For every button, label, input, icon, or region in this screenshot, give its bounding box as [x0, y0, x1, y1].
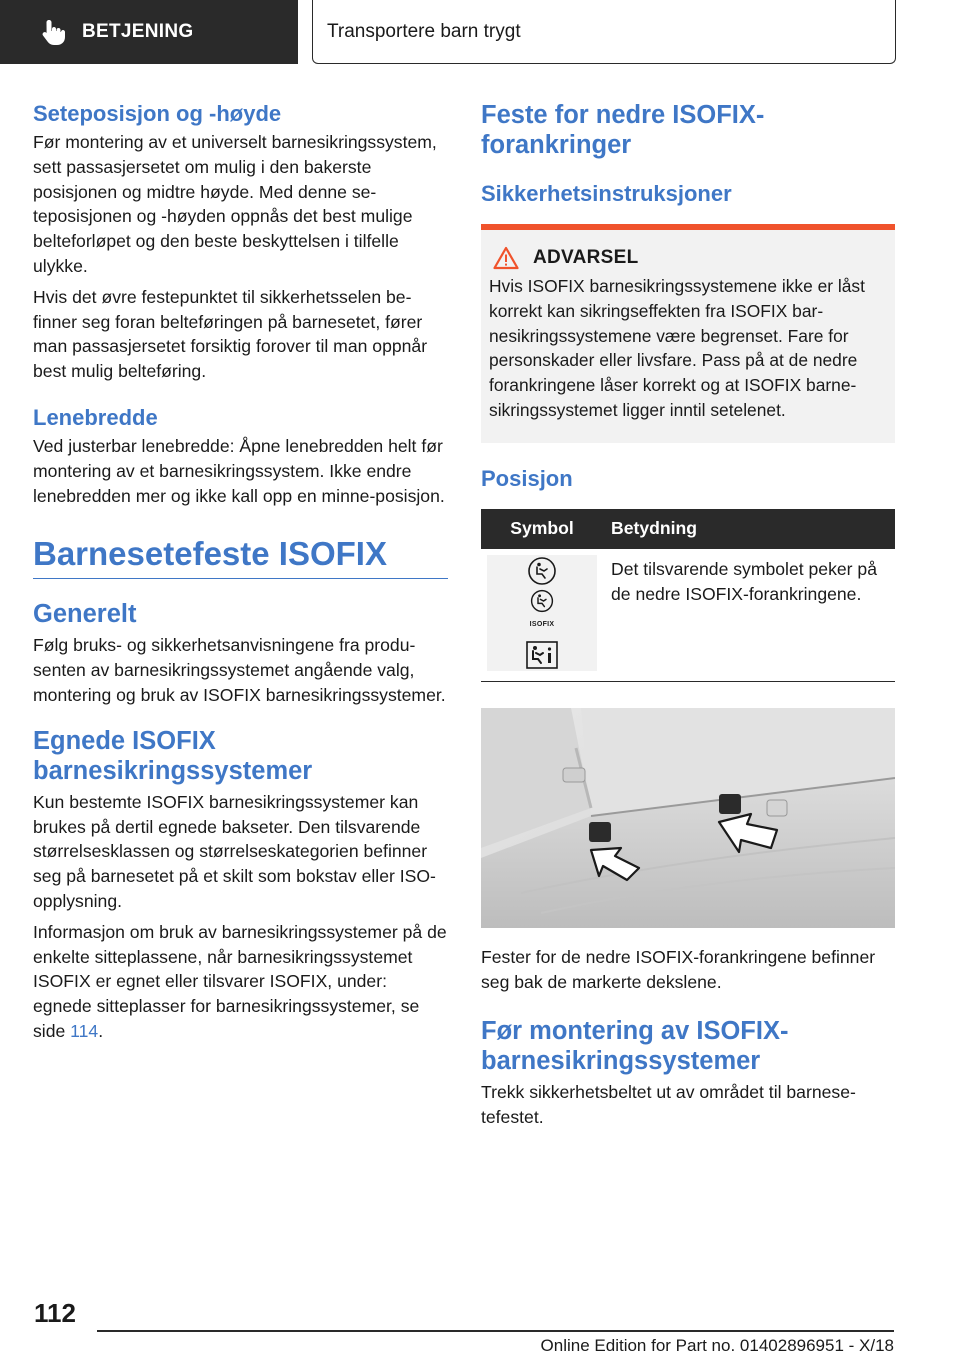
chapter-title: Transportere barn trygt	[327, 20, 521, 42]
position-heading: Posisjon	[481, 465, 573, 491]
right-column	[481, 100, 895, 1136]
hand-pointer-icon	[38, 16, 70, 48]
meaning-column-header: Betydning	[603, 509, 895, 549]
before-mounting-paragraph: Trekk sikkerhetsbeltet ut av området til barnesetefestet.	[481, 1082, 856, 1128]
seat-position-paragraph-1: Før montering av et universelt barnesikringssystem, sett passasjersetet om mulig i den bakerste posisjonen og midtre høyde. Med denne seteposisjonen og -høyden oppnås det best mulige belteforløpet og den beste beskyttelsen i tilfelle ulykke.	[33, 132, 437, 276]
symbol-column-header: Symbol	[481, 509, 603, 549]
suitable-isofix-paragraph-2-text: Informasjon om bruk av barnesikringssystemer på de enkelte sitteplassene, når barnesikringssystemet ISOFIX er egnet eller tilsvarer ISOFIX, under: egnede sitteplasser for barnesikringssystemer, se side	[33, 921, 447, 1041]
section-tab	[0, 0, 298, 64]
warning-triangle-icon	[493, 246, 519, 270]
seat-position-paragraph-2: Hvis det øvre festepunktet til sikkerhetsselen befinner seg foran belteføringen på barnesetet, fører man passasjersetet forsiktig forover til man oppnår best mulig belteføring.	[33, 286, 428, 382]
isofix-seat-circle-icon	[527, 556, 557, 586]
isofix-main-heading: Barnesetefeste ISOFIX	[33, 534, 448, 579]
section-label: BETJENING	[82, 21, 194, 42]
warning-box	[481, 224, 895, 443]
general-paragraph: Følg bruks- og sikkerhetsanvisningene fra produsenten av barnesikringssystemet angående valg, montering og bruk av ISOFIX barnesikringssystemer.	[33, 635, 446, 705]
isofix-seat-box-icon	[526, 641, 558, 669]
warning-label: ADVARSEL	[533, 247, 639, 268]
table-row	[481, 549, 895, 682]
warning-text: Hvis ISOFIX barnesikringssystemene ikke er låst korrekt kan sikringseffekten fra ISOFIX barnesikringssystemene være begrenset. Fare for personskader eller livsfare. Pass på at de nedre forankringene låser korrekt og at ISOFIX barnesikringssystemet ligger inntil setelenet.	[489, 276, 865, 420]
safety-instructions-heading: Sikkerhetsinstruksjoner	[481, 181, 732, 206]
warning-header	[489, 246, 887, 270]
page-number: 112	[34, 1298, 76, 1328]
chapter-header	[312, 0, 896, 64]
before-mounting-heading: Før montering av ISOFIX-barnesikringssystemer	[481, 1017, 789, 1076]
lower-anchor-heading: Feste for nedre ISOFIX-forankringer	[481, 101, 765, 159]
suitable-isofix-heading: Egnede ISOFIX barnesikringssystemer	[33, 726, 313, 785]
isofix-symbol-label: ISOFIX	[529, 621, 555, 629]
isofix-symbols	[487, 555, 597, 671]
isofix-anchor-photo	[481, 708, 895, 928]
backrest-width-paragraph: Ved justerbar lenebredde: Åpne lenebredden helt før montering av et barnesikringssystem. Ikke endre lenebredden mer og ikke kall opp en minne-posisjon.	[33, 435, 445, 506]
page-reference-link[interactable]: 114	[70, 1020, 99, 1041]
suitable-isofix-paragraph-1: Kun bestemte ISOFIX barnesikringssystemer kan brukes på dertil egnede bakseter. Den tilsvarende størrelsesklassen og størrelseskategorien befinner seg på barnesetet på et skilt som bokstav eller ISO-opplysning.	[33, 791, 436, 911]
isofix-labelled-symbol	[530, 589, 555, 638]
meaning-cell: Det tilsvarende symbolet peker på de nedre ISOFIX-forankringene.	[611, 558, 877, 604]
symbol-table	[481, 509, 895, 682]
suitable-isofix-paragraph-2	[33, 920, 448, 1044]
seat-position-heading: Seteposisjon og -høyde	[33, 101, 282, 126]
symbol-cell	[481, 549, 603, 682]
photo-caption: Fester for de nedre ISOFIX-forankringene befinner seg bak de markerte dekslene.	[481, 946, 876, 992]
general-heading: Generelt	[33, 600, 137, 629]
left-column	[33, 100, 448, 1050]
isofix-seat-small-icon	[530, 589, 554, 613]
edition-footer: Online Edition for Part no. 01402896951 - X/18	[540, 1336, 894, 1355]
footer-rule	[97, 1330, 894, 1332]
backrest-width-heading: Lenebredde	[33, 404, 158, 430]
suitable-isofix-paragraph-2-end: .	[98, 1020, 104, 1041]
